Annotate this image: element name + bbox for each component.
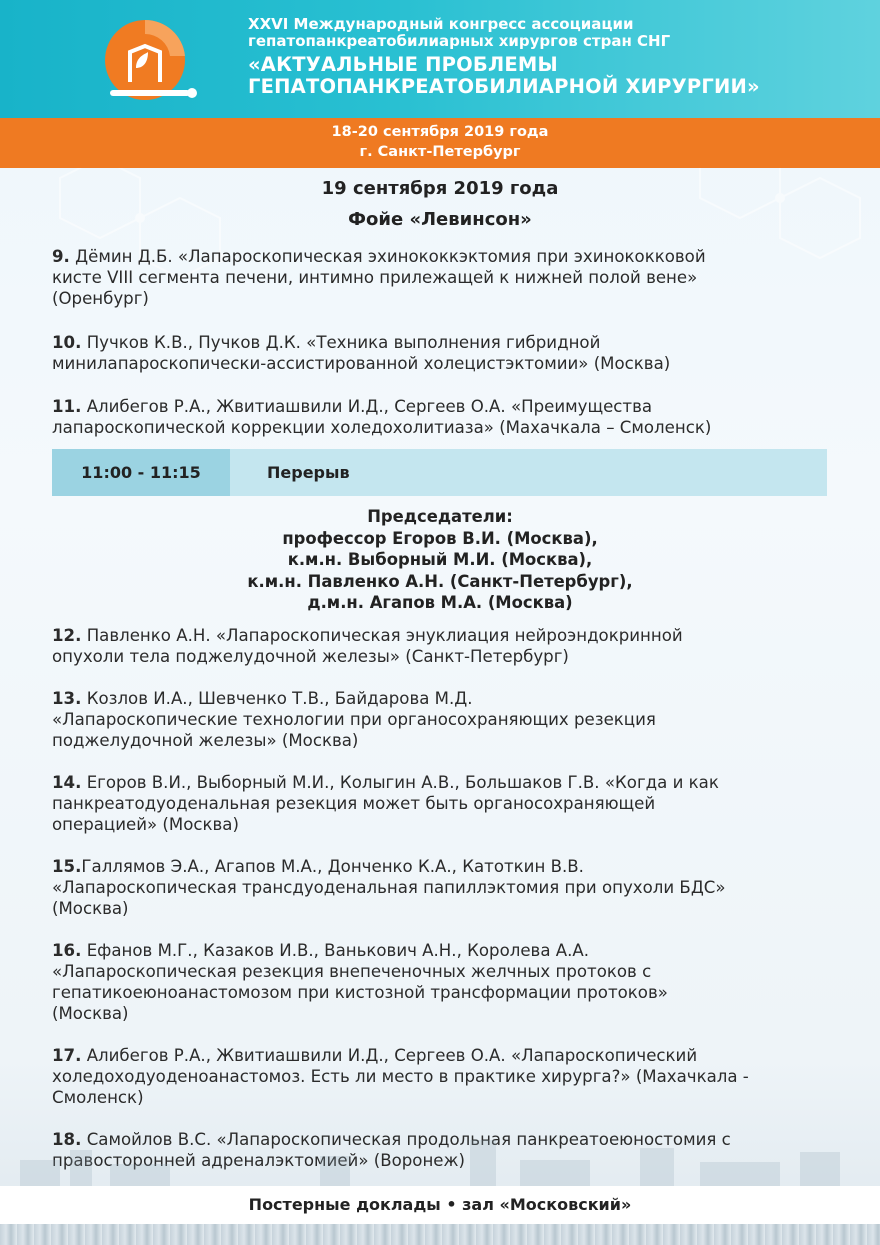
talk-line: Пучков К.В., Пучков Д.К. «Техника выполнения гибридной	[86, 333, 601, 352]
talk-line: (Оренбург)	[52, 289, 149, 308]
talk-line: Галлямов Э.А., Агапов М.А., Донченко К.А., Катоткин В.В.	[81, 857, 584, 876]
break-row	[52, 449, 827, 496]
talk-number: 16.	[52, 941, 82, 960]
congress-title-line-2: ГЕПАТОПАНКРЕАТОБИЛИАРНОЙ ХИРУРГИИ»	[248, 75, 760, 98]
chairperson: к.м.н. Выборный М.И. (Москва),	[287, 550, 593, 569]
bottom-decorative-strip	[0, 1224, 880, 1245]
talk-number: 12.	[52, 626, 82, 645]
talk-item	[52, 625, 842, 667]
session-day: 19 сентября 2019 года	[321, 178, 559, 199]
talk-number: 11.	[52, 397, 82, 416]
congress-city: г. Санкт-Петербург	[359, 144, 521, 160]
talk-item	[52, 688, 842, 751]
talk-item	[52, 332, 842, 374]
talk-line: «Лапароскопическая трансдуоденальная папиллэктомия при опухоли БДС»	[52, 878, 726, 897]
congress-name-line-2: гепатопанкреатобилиарных хирургов стран СНГ	[248, 32, 671, 50]
chairperson: профессор Егоров В.И. (Москва),	[282, 528, 598, 548]
talk-line: минилапароскопически-ассистированной холецистэктомии» (Москва)	[52, 354, 671, 373]
talk-line: Павленко А.Н. «Лапароскопическая энуклиация нейроэндокринной	[86, 626, 683, 645]
talk-item	[52, 246, 842, 309]
talk-line: правосторонней адреналэктомией» (Воронеж)	[52, 1151, 465, 1170]
talk-line: кисте VIII сегмента печени, интимно прилежащей к нижней полой вене»	[52, 268, 698, 287]
talk-line: гепатикоеюноанастомозом при кистозной трансформации протоков»	[52, 983, 668, 1002]
talk-line: лапароскопической коррекции холедохолитиаза» (Махачкала – Смоленск)	[52, 418, 712, 437]
poster-session-footer: Постерные доклады • зал «Московский»	[0, 1186, 880, 1224]
talk-line: (Москва)	[52, 899, 129, 918]
talk-item	[52, 856, 842, 919]
talk-line: Ефанов М.Г., Казаков И.В., Ванькович А.Н., Королева А.А.	[86, 941, 590, 960]
congress-dates: 18-20 сентября 2019 года	[331, 124, 549, 140]
talk-number: 17.	[52, 1046, 82, 1065]
talk-line: панкреатодуоденальная резекция может быть органосохраняющей	[52, 794, 656, 813]
talk-line: Самойлов В.С. «Лапароскопическая продольная панкреатоеюностомия с	[86, 1130, 731, 1149]
chairperson: д.м.н. Агапов М.А. (Москва)	[307, 593, 573, 612]
break-label: Перерыв	[267, 463, 350, 482]
talk-number: 13.	[52, 689, 82, 708]
talk-line: операцией» (Москва)	[52, 815, 239, 834]
break-time: 11:00 - 11:15	[52, 449, 230, 496]
talk-line: поджелудочной железы» (Москва)	[52, 731, 359, 750]
talk-line: Смоленск)	[52, 1088, 144, 1107]
talk-number: 18.	[52, 1130, 82, 1149]
congress-title-line-1: «АКТУАЛЬНЫЕ ПРОБЛЕМЫ	[248, 53, 558, 76]
chairperson: к.м.н. Павленко А.Н. (Санкт-Петербург),	[247, 571, 633, 591]
header-banner	[0, 0, 880, 118]
talk-number: 15.	[52, 857, 82, 876]
chairpersons-block	[0, 506, 880, 614]
talk-line: Алибегов Р.А., Жвитиашвили И.Д., Сергеев О.А. «Лапароскопический	[86, 1046, 698, 1065]
talk-line: опухоли тела поджелудочной железы» (Санкт-Петербург)	[52, 647, 569, 666]
city-skyline-decoration	[0, 1120, 880, 1186]
talk-line: Егоров В.И., Выборный М.И., Колыгин А.В., Большаков Г.В. «Когда и как	[86, 773, 719, 792]
talk-number: 10.	[52, 333, 82, 352]
association-logo	[100, 12, 200, 108]
talk-item	[52, 1045, 842, 1108]
talk-line: Алибегов Р.А., Жвитиашвили И.Д., Сергеев О.А. «Преимущества	[86, 397, 653, 416]
talk-item	[52, 940, 842, 1024]
session-hall: Фойе «Левинсон»	[348, 209, 532, 230]
talk-line: (Москва)	[52, 1004, 129, 1023]
talk-number: 9.	[52, 247, 70, 266]
talk-item	[52, 772, 842, 835]
talk-number: 14.	[52, 773, 82, 792]
dates-band	[0, 118, 880, 168]
talk-line: холедоходуоденоанастомоз. Есть ли место в практике хирурга?» (Махачкала -	[52, 1067, 749, 1086]
talk-line: Козлов И.А., Шевченко Т.В., Байдарова М.Д.	[86, 689, 473, 708]
talk-item	[52, 396, 842, 438]
chairpersons-heading: Председатели:	[367, 507, 513, 526]
congress-name-line-1: XXVI Международный конгресс ассоциации	[248, 15, 634, 33]
talk-line: «Лапароскопическая резекция внепеченочных желчных протоков с	[52, 962, 652, 981]
talk-line: Дёмин Д.Б. «Лапароскопическая эхинококкэктомия при эхинококковой	[75, 247, 706, 266]
talk-line: «Лапароскопические технологии при органосохраняющих резекция	[52, 710, 656, 729]
